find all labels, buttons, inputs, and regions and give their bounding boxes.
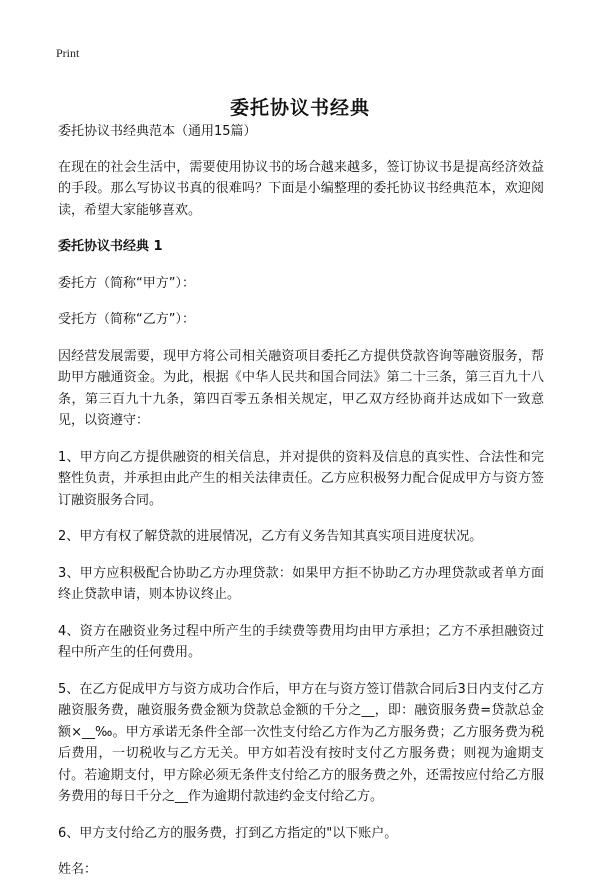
clause-1: 1、甲方向乙方提供融资的相关信息，并对提供的资料及信息的真实性、合法性和完整性负责，并承担由此产生的相关法律责任。乙方应积极努力配合促成甲方与资方签订融资服务合同。 (58, 449, 544, 508)
clause-6: 6、甲方支付给乙方的服务费，打到乙方指定的"以下账户。 (58, 825, 398, 841)
clause-2: 2、甲方有权了解贷款的进展情况，乙方有义务告知其真实项目进度状况。 (58, 529, 483, 544)
trustee-party-line: 受托方（简称“乙方”）： (58, 312, 195, 327)
intro-paragraph: 在现在的社会生活中，需要使用协议书的场合越来越多，签订协议书是提高经济效益的手段。那么写协议书真的很难吗？下面是小编整理的委托协议书经典范本，欢迎阅读，希望大家能够喜欢。 (58, 159, 544, 218)
client-party-line: 委托方（简称“甲方”）： (58, 275, 195, 291)
article-subtitle: 委托协议书经典范本（通用15篇） (58, 124, 257, 139)
clause-5: 5、在乙方促成甲方与资方成功合作后，甲方在与资方签订借款合同后3日内支付乙方融资服务费，融资服务费金额为贷款总金额的千分之__，即：融资服务费=贷款总金额×__‰。甲方承诺无条件全部一次性支付给乙方作为乙方服务费；乙方服务费为税后费用，一切税收与乙方无关。甲方如若没有按时支付乙方服务费；则视为逾期支付。若逾期支付，甲方除必须无条件支付给乙方的服务费之外，还需按应付给乙方服务费用的每日千分之__作为逾期付款违约金支付给乙方。 (58, 681, 544, 804)
page-title: 委托协议书经典 (229, 96, 370, 119)
article-body (58, 121, 544, 896)
name-field-label: 姓名： (58, 862, 98, 877)
clause-4: 4、资方在融资业务过程中所产生的手续费等费用均由甲方承担；乙方不承担融资过程中所产生的任何费用。 (58, 623, 544, 660)
clause-3: 3、甲方应积极配合协助乙方办理贷款：如果甲方拒不协助乙方办理贷款或者单方面终止贷款申请，则本协议终止。 (58, 565, 544, 602)
section-heading: 委托协议书经典 1 (58, 239, 163, 254)
print-link[interactable]: Print (56, 46, 80, 60)
preamble-paragraph: 因经营发展需要，现甲方将公司相关融资项目委托乙方提供贷款咨询等融资服务，帮助甲方融通资金。为此，根据《中华人民共和国合同法》第二十三条，第三百九十八条，第三百九十九条，第四百零五条相关规定，甲乙双方经协商并达成如下一致意见，以资遵守： (58, 348, 544, 428)
